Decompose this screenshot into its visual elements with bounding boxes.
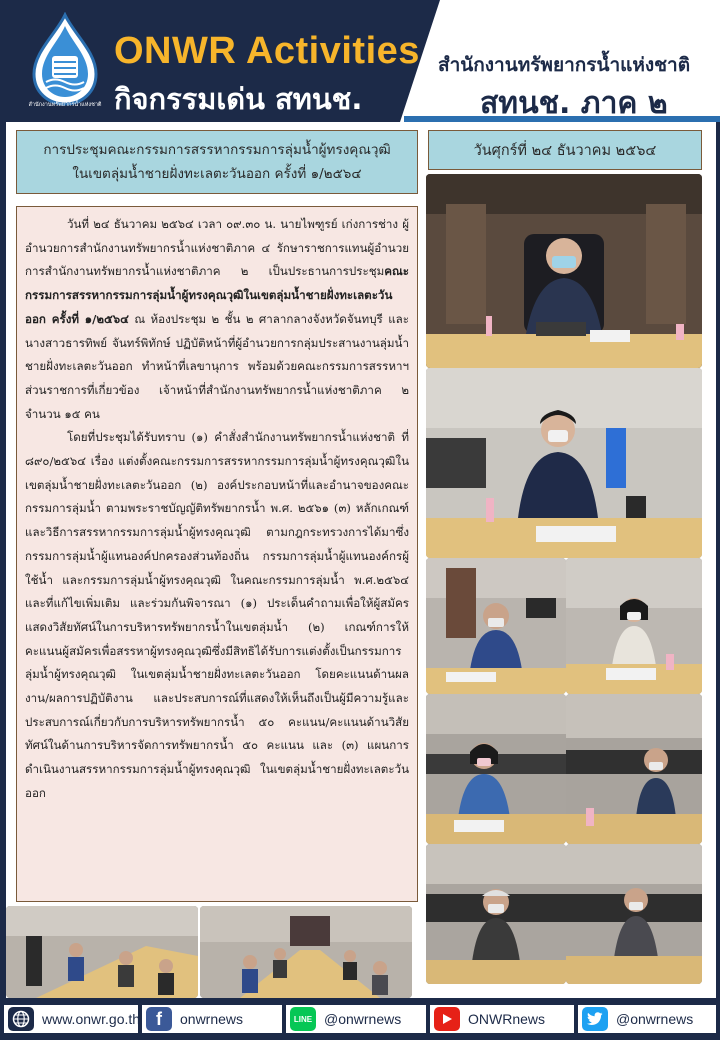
twitter-handle[interactable]: @onwrnews — [616, 1011, 694, 1027]
facebook-icon: f — [146, 1007, 172, 1031]
photo-participant-1 — [426, 558, 566, 694]
footer-social-bar — [0, 998, 720, 1040]
line-handle[interactable]: @onwrnews — [324, 1011, 402, 1027]
organization-region: สทนช. ภาค ๒ — [480, 86, 668, 121]
footer-facebook[interactable] — [142, 1005, 282, 1033]
paragraph-1-rest: ณ ห้องประชุม ๒ ชั้น ๒ ศาลากลางจังหวัดจันทบุรี และนางสาวธารทิพย์ จันทร์พิทักษ์ ปฏิบัติหน้าที่ผู้อำนวยการกลุ่มประสานงานลุ่มน้ำชายฝั่งทะเลตะวันออก ทำหน้าที่เลขานุการ พร้อมด้วยคณะกรรมการสรรหาฯ ส่วนราชการที่เกี่ยวข้อง เจ้าหน้าที่สำนักงานทรัพยากรน้ำแห่งชาติภาค ๒ จำนวน ๑๕ คน — [25, 311, 410, 421]
line-icon: LINE — [290, 1007, 316, 1031]
news-title-box — [16, 130, 418, 194]
footer-youtube[interactable] — [430, 1005, 574, 1033]
title-thai: กิจกรรมเด่น สทนช. — [114, 82, 363, 116]
footer-twitter[interactable] — [578, 1005, 716, 1033]
photo-participant-3 — [426, 694, 566, 844]
footer-line[interactable] — [286, 1005, 426, 1033]
photo-secretary — [426, 368, 702, 558]
organization-name: สำนักงานทรัพยากรน้ำแห่งชาติ — [438, 54, 691, 76]
photo-meeting-room-1 — [6, 906, 198, 998]
youtube-icon — [434, 1007, 460, 1031]
title-english: ONWR Activities — [114, 30, 420, 72]
news-title-line-2: ในเขตลุ่มน้ำชายฝั่งทะเลตะวันออก ครั้งที่ ๑/๒๕๖๔ — [72, 166, 362, 182]
news-date: วันศุกร์ที่ ๒๔ ธันวาคม ๒๕๖๔ — [428, 130, 702, 170]
photo-participant-2 — [566, 558, 702, 694]
content-card — [6, 122, 716, 998]
photo-chairman — [426, 174, 702, 368]
photo-participant-5 — [426, 844, 566, 984]
header-banner — [0, 0, 720, 122]
news-paragraph-2: โดยที่ประชุมได้รับทราบ (๑) คำสั่งสำนักงานทรัพยากรน้ำแห่งชาติ ที่ ๘๙๐/๒๕๖๔ เรื่อง แต่งตั้งคณะกรรมการสรรหากรรมการลุ่มน้ำผู้ทรงคุณวุฒิในเขตลุ่มน้ำชายฝั่งทะเลตะวันออก (๒) องค์ประกอบหน้าที่และอำนาจของคณะกรรมการลุ่มน้ำ ตามพระราชบัญญัติทรัพยากรน้ำ พ.ศ. ๒๕๖๑ (๓) หลักเกณฑ์ และวิธีการสรรหากรรมการลุ่มน้ำผู้ทรงคุณวุฒิ ตามกฎกระทรวงการได้มาซึ่งกรรมการลุ่มน้ำผู้แทนองค์ปกครองส่วนท้องถิ่น กรรมการลุ่มน้ำผู้แทนองค์กรผู้ใช้น้ำ และกรรมการลุ่มน้ำผู้ทรงคุณวุฒิ ในคณะกรรมการลุ่มน้ำ พ.ศ.๒๕๖๔ และที่แก้ไขเพิ่มเติม และร่วมกันพิจารณา (๑) ประเด็นคำถามเพื่อให้ผู้สมัครแสดงวิสัยทัศน์ในการบริหารทรัพยากรน้ำในเขตลุ่มน้ำ (๒) เกณฑ์การให้คะแนนผู้สมัครเพื่อสรรหาผู้ทรงคุณวุฒิซึ่งมีสิทธิได้รับการแต่งตั้งเป็นกรรมการลุ่มน้ำผู้ทรงคุณวุฒิ ในเขตลุ่มน้ำชายฝั่งทะเลตะวันออก โดยคะแนนด้านผลงาน/ผลการปฏิบัติงาน และประสบการณ์ที่แสดงให้เห็นถึงเป็นผู้มีความรู้และประสบการณ์เกี่ยวกับการบริหารทรัพยากรน้ำ ๕๐ คะแนน/คะแนนด้านวิสัยทัศน์ในด้านการบริหารจัดการทรัพยากรน้ำ ๕๐ คะแนน และ (๓) แผนการดำเนินงานสรรหากรรมการลุ่มน้ำผู้ทรงคุณวุฒิ ในเขตลุ่มน้ำชายฝั่งทะเลตะวันออก — [25, 430, 409, 800]
website-link[interactable]: www.onwr.go.th — [42, 1011, 141, 1027]
footer-website[interactable] — [4, 1005, 141, 1033]
paragraph-1-meeting-name: คณะกรรมการสรรหากรรมการลุ่มน้ำผู้ทรงคุณวุฒิในเขตลุ่มน้ำชายฝั่งทะเลตะวันออก ครั้งที่ ๑/๒๕๖๔ — [25, 264, 409, 326]
news-title-line-1: การประชุมคณะกรรมการสรรหากรรมการลุ่มน้ำผู้ทรงคุณวุฒิ — [43, 142, 391, 158]
photo-participant-4 — [566, 694, 702, 844]
facebook-handle[interactable]: onwrnews — [180, 1011, 244, 1027]
logo-text: สำนักงานทรัพยากรน้ำแห่งชาติ — [28, 102, 102, 108]
paragraph-1-intro: วันที่ ๒๔ ธันวาคม ๒๕๖๔ เวลา ๐๙.๓๐ น. นายไพฑูรย์ เก่งการช่าง ผู้อำนวยการสำนักงานทรัพยากรน้ำแห่งชาติภาค ๔ รักษาราชการแทนผู้อำนวยการสำนักงานทรัพยากรน้ำแห่งชาติภาค ๒ เป็นประธานการประชุม — [25, 217, 409, 279]
news-body — [16, 206, 418, 902]
twitter-icon — [582, 1007, 608, 1031]
photo-meeting-room-2 — [200, 906, 412, 998]
onwr-water-drop-logo-icon — [26, 12, 104, 108]
globe-icon — [8, 1007, 34, 1031]
photo-participant-6 — [566, 844, 702, 984]
youtube-handle[interactable]: ONWRnews — [468, 1011, 546, 1027]
news-paragraph-1 — [25, 213, 409, 426]
